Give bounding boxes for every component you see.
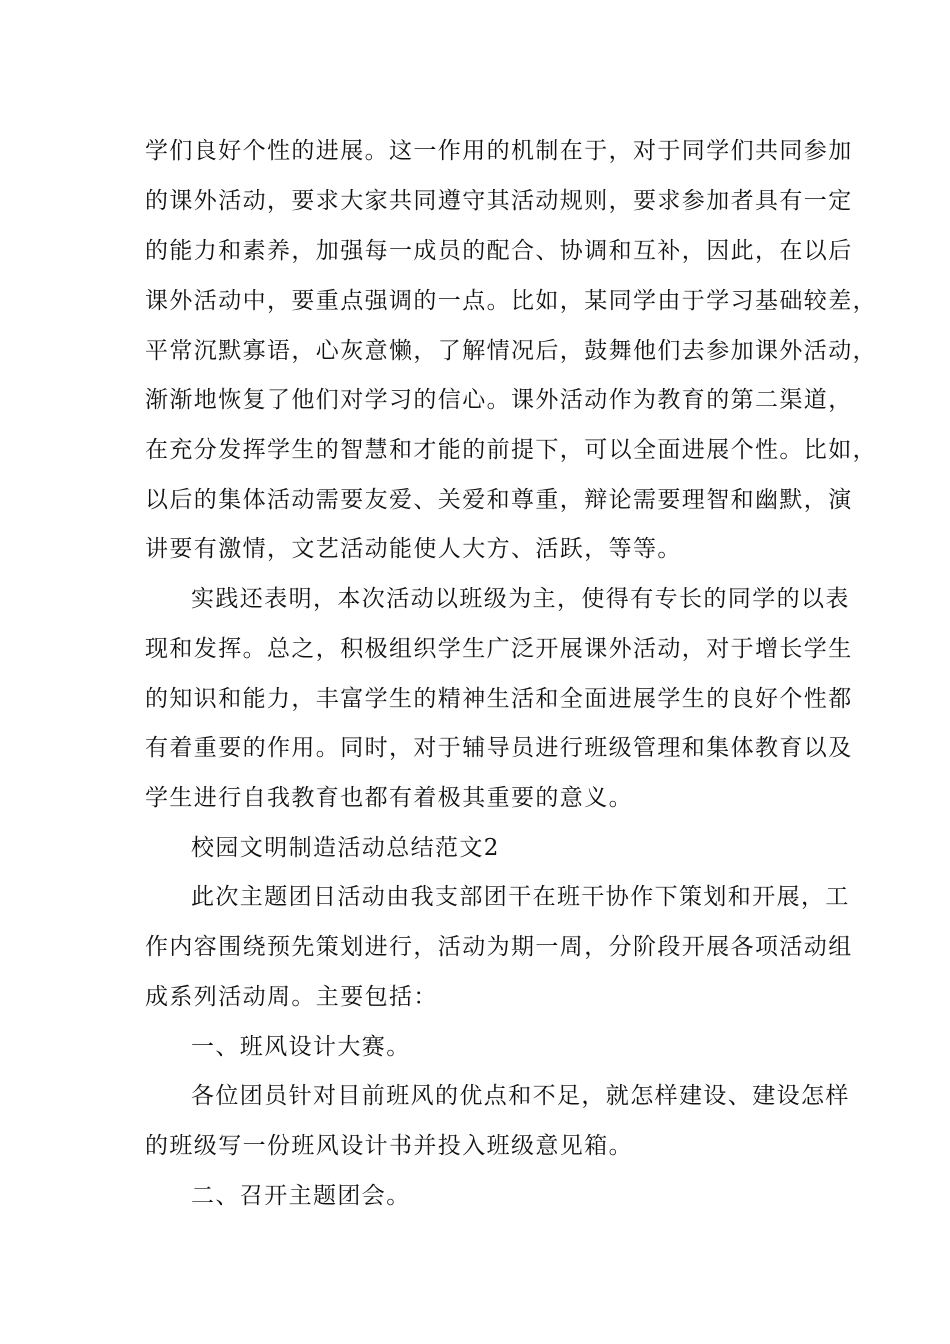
text-line: 学生进行自我教育也都有着极其重要的意义。	[145, 785, 633, 811]
text-line: 成系列活动周。主要包括：	[145, 984, 438, 1010]
list-item-heading: 二、召开主题团会。	[191, 1183, 411, 1209]
text-line: 的能力和素养，加强每一成员的配合、协调和互补，因此，在以后	[145, 238, 853, 264]
text-line: 作内容围绕预先策划进行，活动为期一周，分阶段开展各项活动组	[145, 934, 853, 960]
text-line: 现和发挥。总之，积极组织学生广泛开展课外活动，对于增长学生	[145, 636, 853, 662]
text-line: 的课外活动，要求大家共同遵守其活动规则，要求参加者具有一定	[145, 188, 853, 214]
list-item-heading: 一、班风设计大赛。	[191, 1034, 411, 1060]
paragraph-first-line: 此次主题团日活动由我支部团干在班干协作下策划和开展，工	[191, 884, 850, 910]
text-line: 讲要有激情，文艺活动能使人大方、活跃，等等。	[145, 536, 682, 562]
text-line: 有着重要的作用。同时，对于辅导员进行班级管理和集体教育以及	[145, 735, 853, 761]
section-heading: 校园文明制造活动总结范文2	[191, 835, 500, 861]
text-line: 学们良好个性的进展。这一作用的机制在于，对于同学们共同参加	[145, 138, 853, 164]
text-line: 课外活动中，要重点强调的一点。比如，某同学由于学习基础较差，	[145, 288, 877, 314]
text-line: 的知识和能力，丰富学生的精神生活和全面进展学生的良好个性都	[145, 686, 853, 712]
text-line: 渐渐地恢复了他们对学习的信心。课外活动作为教育的第二渠道，	[145, 387, 853, 413]
text-line: 在充分发挥学生的智慧和才能的前提下，可以全面进展个性。比如，	[145, 437, 877, 463]
text-line: 平常沉默寡语，心灰意懒，了解情况后，鼓舞他们去参加课外活动，	[145, 338, 877, 364]
text-line: 的班级写一份班风设计书并投入班级意见箱。	[145, 1133, 633, 1159]
text-line: 以后的集体活动需要友爱、关爱和尊重，辩论需要理智和幽默，演	[145, 487, 853, 513]
paragraph-first-line: 实践还表明，本次活动以班级为主，使得有专长的同学的以表	[191, 586, 850, 612]
paragraph-first-line: 各位团员针对目前班风的优点和不足，就怎样建设、建设怎样	[191, 1083, 850, 1109]
